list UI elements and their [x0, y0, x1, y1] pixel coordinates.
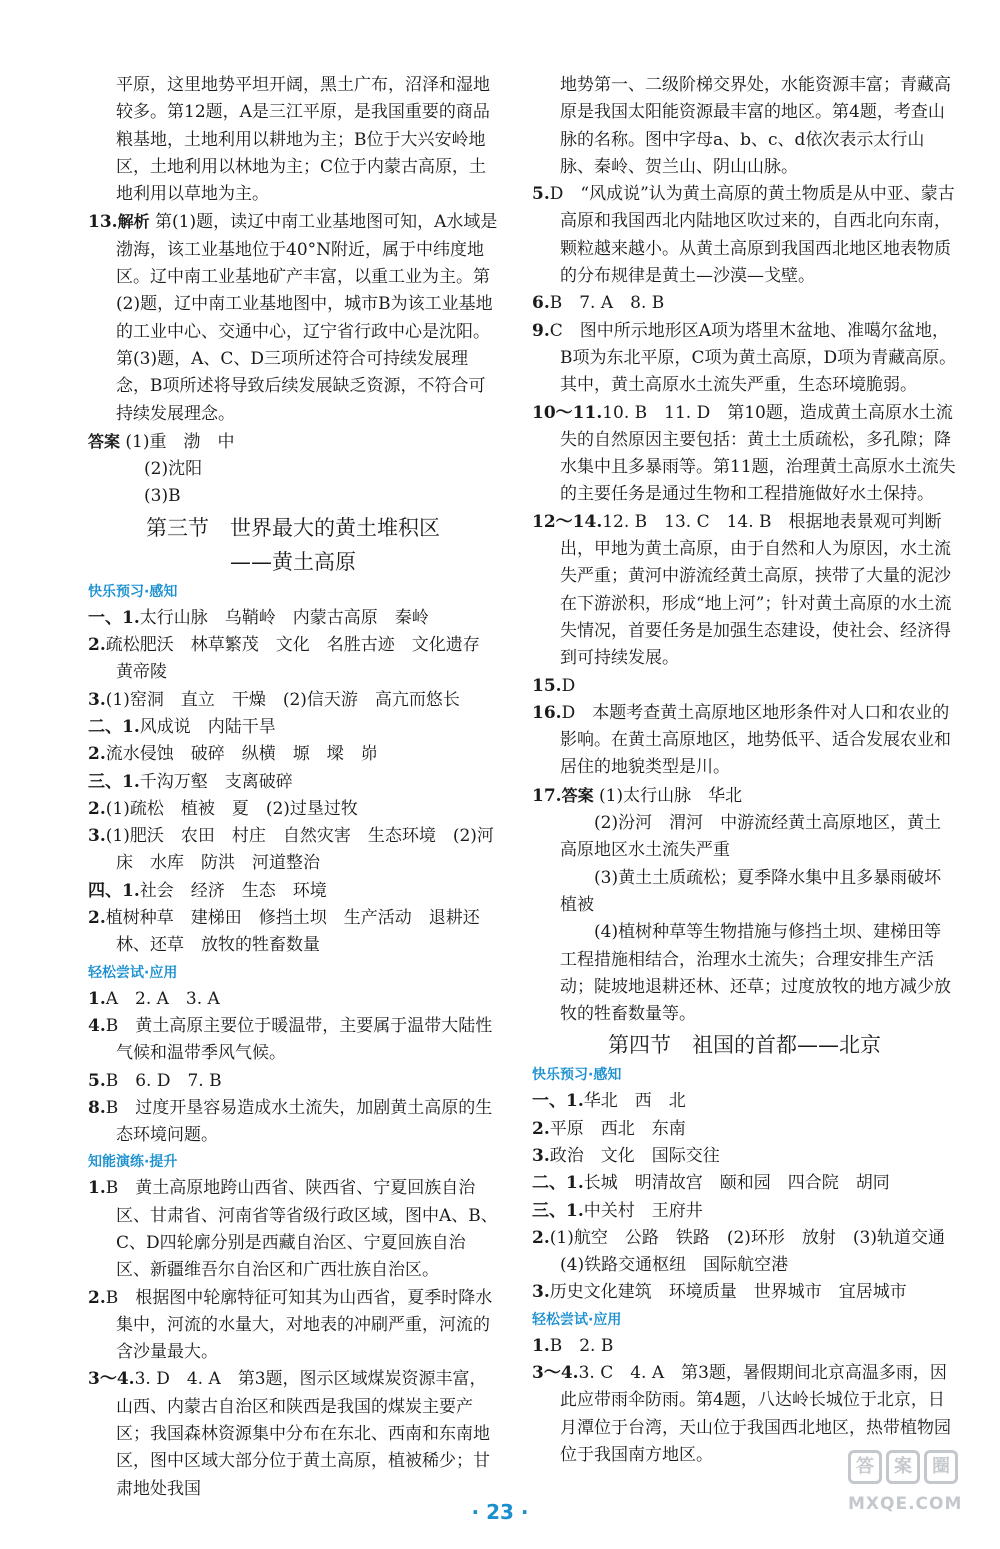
item-text: 历史文化建筑 环境质量 世界城市 宜居城市 — [549, 1282, 907, 1303]
answer-subpart: (4)植树种草等生物措施与修挡土坝、建梯田等工程措施相结合，治理水土流失；合理安排生产活动；陡坡地退耕还林、还草；过度放牧的地方减少放牧的牲畜数量等。 — [560, 922, 951, 1025]
category-heading: 知能演练·提升 — [88, 1154, 178, 1171]
answer-item — [88, 632, 498, 687]
item-text: 10. B 11. D 第10题，造成黄土高原水土流失的自然原因主要包括：黄土土质疏松，多孔隙；降水集中且多暴雨等。第11题，治理黄土高原水土流失的主要任务是通过生物和工程措施做好水土保持。 — [560, 402, 956, 505]
item-number: 3. — [532, 1282, 550, 1303]
item-text: 第(1)题，读辽中南工业基地图可知，A水域是渤海，该工业基地位于40°N附近，属于中纬度地区。辽中南工业基地矿产丰富，以重工业为主。第(2)题，辽中南工业基地图中，城市B为该工业基地的工业中心、交通中心，辽宁省行政中心是沈阳。第(3)题，A、C、D三项所述符合可持续发展理念，B项所述将导致后续发展缺乏资源，不符合可持续发展理念。 — [116, 212, 498, 424]
item-text: 植树种草 建梯田 修挡土坝 生产活动 退耕还林、还草 放牧的牲畜数量 — [105, 908, 480, 956]
item-number: 3. — [88, 689, 106, 710]
section-title-line: 第四节 祖国的首都——北京 — [608, 1033, 881, 1058]
item-text: 疏松肥沃 林草繁茂 文化 名胜古迹 文化遗存 黄帝陵 — [105, 635, 497, 683]
item-text: 12. B 13. C 14. B 根据地表景观可判断出，甲地为黄土高原，由于自然和人为原因，水土流失严重；黄河中游流经黄土高原，挟带了大量的泥沙在下游淤积，形成“地上河”；针对黄土高原的水土流失情况，首要任务是加强生态建设，使社会、经济得到可持续发展。 — [560, 511, 952, 669]
item-text: C 图中所示地形区A项为塔里木盆地、准噶尔盆地，B项为东北平原，C项为黄土高原，D项为青藏高原。其中，黄土高原水土流失严重，生态环境脆弱。 — [549, 320, 957, 396]
keyword-label: 解析 — [117, 212, 150, 232]
answer-item — [88, 769, 498, 796]
answer-subpart: (3)B — [144, 486, 181, 507]
answer-subpart: (2)汾河 渭河 中游流经黄土高原地区，黄土高原地区水土流失严重 — [560, 813, 942, 861]
item-text: D — [561, 675, 576, 696]
answer-item — [88, 1068, 498, 1095]
item-text: (1)窑洞 直立 干燥 (2)信天游 高亢而悠长 — [105, 689, 460, 710]
item-number: 1. — [88, 988, 106, 1009]
answer-item — [532, 700, 957, 782]
item-text: (1)疏松 植被 夏 (2)过垦过牧 — [105, 798, 358, 819]
answer-item — [88, 796, 498, 823]
item-number: 6. — [532, 293, 550, 314]
answer-item — [88, 687, 498, 714]
item-number: 2. — [532, 1227, 550, 1248]
item-text: B 黄土高原主要位于暖温带，主要属于温带大陆性气候和温带季风气候。 — [105, 1015, 493, 1064]
answer-item — [532, 1333, 957, 1360]
item-text: 太行山脉 乌鞘岭 内蒙古高原 秦岭 — [139, 607, 429, 628]
item-text: (1)太行山脉 华北 — [599, 785, 743, 806]
item-text: B 7. A 8. B — [549, 293, 665, 314]
answer-subpart: (3)黄土土质疏松；夏季降水集中且多暴雨破坏植被 — [560, 867, 942, 915]
answer-item — [88, 605, 498, 632]
answer-item — [532, 1143, 957, 1170]
answer-item — [88, 905, 498, 960]
item-number: 四、1. — [88, 880, 140, 901]
left-column — [88, 72, 498, 1503]
answer-item — [88, 428, 498, 456]
answer-item — [88, 986, 498, 1013]
item-text: 风成说 内陆干旱 — [139, 716, 276, 737]
item-number: 2. — [88, 798, 106, 819]
answer-item — [532, 1170, 957, 1197]
item-number: 9. — [532, 320, 550, 341]
answer-item — [532, 181, 957, 290]
item-number: 3～4. — [532, 1363, 579, 1384]
item-text: 华北 西 北 — [583, 1091, 686, 1112]
answer-item — [88, 1013, 498, 1068]
item-number: 5. — [88, 1070, 106, 1091]
answer-item — [88, 1175, 498, 1284]
answer-item — [88, 714, 498, 741]
watermark-url: MXQE.COM — [848, 1494, 963, 1514]
category-heading: 快乐预习·感知 — [88, 583, 178, 600]
item-text: 平原 西北 东南 — [549, 1118, 686, 1139]
item-number: 二、1. — [88, 716, 140, 737]
item-number: 10～11. — [532, 402, 603, 423]
answer-item — [532, 318, 957, 400]
section-title-line: 第三节 世界最大的黄土堆积区 — [146, 515, 440, 540]
answer-item — [532, 1088, 957, 1115]
section-title — [88, 511, 498, 579]
item-text: 政治 文化 国际交往 — [549, 1145, 720, 1166]
answer-item — [532, 509, 957, 673]
item-number: 1. — [532, 1335, 550, 1356]
item-text: B 过度开垦容易造成水土流失，加剧黄土高原的生态环境问题。 — [105, 1097, 493, 1146]
answer-item — [88, 208, 498, 427]
answer-item — [532, 673, 957, 700]
item-text: 社会 经济 生态 环境 — [139, 880, 327, 901]
item-text: D 本题考查黄土高原地区地形条件对人口和农业的影响。在黄土高原地区，地势低平、适合发展农业和居住的地貌类型是川。 — [560, 702, 951, 778]
answer-item — [532, 1225, 962, 1280]
item-number: 三、1. — [532, 1200, 584, 1221]
item-number: 2. — [532, 1118, 550, 1139]
item-number: 8. — [88, 1097, 106, 1118]
item-number: 一、1. — [532, 1091, 584, 1112]
item-text: (1)航空 公路 铁路 (2)环形 放射 (3)轨道交通 (4)铁路交通枢纽 国际航空港 — [549, 1227, 962, 1276]
answer-subpart: (2)沈阳 — [144, 459, 203, 480]
page-number: · 23 · — [471, 1500, 529, 1524]
watermark-char: 圈 — [924, 1450, 958, 1484]
item-text: B 6. D 7. B — [105, 1070, 222, 1091]
continued-text: 平原，这里地势平坦开阔，黑土广布，沼泽和湿地较多。第12题，A是三江平原，是我国重要的商品粮基地，土地利用以耕地为主；B位于大兴安岭地区，土地利用以林地为主；C位于内蒙古高原，土地利用以草地为主。 — [116, 75, 490, 205]
answer-item — [88, 1285, 498, 1367]
item-number: 13. — [88, 212, 118, 233]
item-number: 3. — [88, 826, 106, 847]
answer-item — [88, 878, 498, 905]
item-number: 17. — [532, 785, 562, 806]
item-text: 千沟万壑 支离破碎 — [139, 771, 293, 792]
item-text: 流水侵蚀 破碎 纵横 塬 墚 峁 — [105, 744, 378, 765]
answer-item — [88, 1366, 498, 1502]
right-column — [532, 72, 962, 1469]
answer-item — [532, 1198, 957, 1225]
answer-item — [532, 1116, 957, 1143]
item-text: 中关村 王府井 — [583, 1200, 703, 1221]
answer-item — [88, 741, 498, 768]
watermark-char: 答 — [848, 1450, 882, 1484]
section-title — [532, 1028, 957, 1062]
item-number: 2. — [88, 635, 106, 656]
answer-item — [532, 1279, 957, 1306]
item-number: 16. — [532, 702, 562, 723]
item-text: B 黄土高原地跨山西省、陕西省、宁夏回族自治区、甘肃省、河南省等省级行政区域，图中A、B、C、D四轮廓分别是西藏自治区、宁夏回族自治区、新疆维吾尔自治区和广西壮族自治区。 — [105, 1178, 498, 1281]
item-number: 1. — [88, 1178, 106, 1199]
item-number: 4. — [88, 1015, 106, 1036]
item-text: D “风成说”认为黄土高原的黄土物质是从中亚、蒙古高原和我国西北内陆地区吹过来的，自西北向东南，颗粒越来越小。从黄土高原到我国西北地区地表物质的分布规律是黄土—沙漠—戈壁。 — [549, 184, 955, 287]
item-number: 2. — [88, 744, 106, 765]
item-text: B 根据图中轮廓特征可知其为山西省，夏季时降水集中，河流的水量大，对地表的冲刷严重，河流的含沙量最大。 — [105, 1287, 493, 1363]
item-number: 二、1. — [532, 1173, 584, 1194]
answer-item — [532, 290, 957, 317]
item-number: 三、1. — [88, 771, 140, 792]
answer-item — [88, 823, 498, 878]
item-text: B 2. B — [549, 1335, 614, 1356]
watermark-logo — [848, 1450, 988, 1542]
answer-item — [88, 1095, 498, 1150]
keyword-label: 答案 — [88, 431, 121, 451]
item-number: 2. — [88, 1287, 106, 1308]
item-text: A 2. A 3. A — [105, 988, 220, 1009]
item-number: 12～14. — [532, 511, 603, 532]
item-number: 一、1. — [88, 607, 140, 628]
watermark-char: 案 — [886, 1450, 920, 1484]
continued-text: 地势第一、二级阶梯交界处，水能资源丰富；青藏高原是我国太阳能资源最丰富的地区。第4题，考查山脉的名称。图中字母a、b、c、d依次表示太行山脉、秦岭、贺兰山、阴山山脉。 — [560, 75, 951, 177]
item-number: 2. — [88, 908, 106, 929]
item-text: 长城 明清故宫 颐和园 四合院 胡同 — [583, 1173, 890, 1194]
category-heading: 快乐预习·感知 — [532, 1067, 622, 1084]
item-number: 3. — [532, 1145, 550, 1166]
item-number: 15. — [532, 675, 562, 696]
item-text: 3. D 4. A 第3题，图示区域煤炭资源丰富，山西、内蒙古自治区和陕西是我国的煤炭主要产区；我国森林资源集中分布在东北、西南和东南地区，图中区域大部分位于黄土高原，植被稀少；甘肃地处我国 — [116, 1369, 490, 1499]
category-heading: 轻松尝试·应用 — [532, 1311, 622, 1328]
item-text: (1)重 渤 中 — [125, 431, 235, 452]
keyword-label: 答案 — [561, 785, 594, 805]
item-number: 3～4. — [88, 1369, 135, 1390]
answer-item — [532, 400, 957, 509]
item-text: 3. C 4. A 第3题，暑假期间北京高温多雨，因此应带雨伞防雨。第4题，八达岭长城位于北京，日月潭位于台湾，天山位于我国西北地区，热带植物园位于我国南方地区。 — [560, 1363, 951, 1465]
section-subtitle-line: ——黄土高原 — [230, 549, 356, 574]
answer-item — [532, 782, 957, 810]
category-heading: 轻松尝试·应用 — [88, 964, 178, 981]
item-number: 5. — [532, 184, 550, 205]
item-text: (1)肥沃 农田 村庄 自然灾害 生态环境 (2)河床 水库 防洪 河道整治 — [105, 826, 494, 874]
